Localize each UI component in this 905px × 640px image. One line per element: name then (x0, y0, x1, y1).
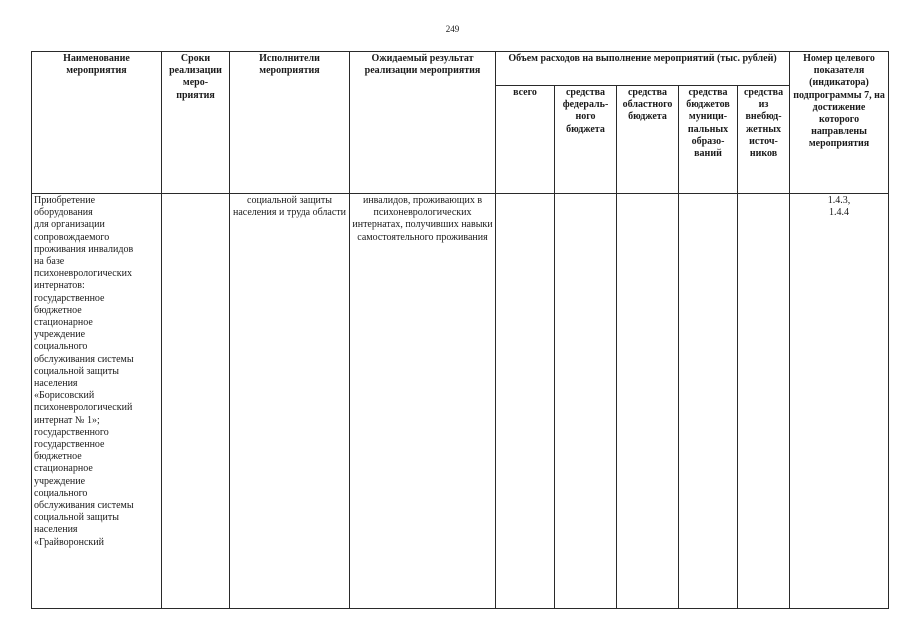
page-number: 249 (445, 24, 460, 34)
header-terms: Сроки реализации меро-приятия (162, 52, 230, 194)
header-indicator: Номер целевого показателя (индикатора) подпрограммы 7, на достижение которого направлены мероприятия (790, 52, 889, 194)
header-expense-municipal: средства бюджетов муници-пальных образо-ваний (679, 86, 738, 194)
header-expense-regional: средства областного бюджета (617, 86, 679, 194)
cell-name: Приобретение оборудования для организации сопровождаемого проживания инвалидов на базе психоневрологических интернатов: государственное бюджетное стационарное учреждение социального обслуживания системы социальной защиты населения «Борисовский психоневрологический интернат № 1»; государственного государственное бюджетное стационарное учреждение социального обслуживания системы социальной защиты населения «Грайворонский (32, 194, 162, 609)
header-executors: Исполнители мероприятия (230, 52, 350, 194)
table-row (32, 194, 889, 609)
header-expense-federal: средства федераль-ного бюджета (555, 86, 617, 194)
cell-expense-municipal (679, 194, 738, 609)
cell-expense-federal (555, 194, 617, 609)
activities-table (31, 51, 889, 609)
cell-result: инвалидов, проживающих в психоневрологических интернатах, получивших навыки самостоятельного проживания (350, 194, 496, 609)
cell-expense-regional (617, 194, 679, 609)
cell-executors: социальной защиты населения и труда области (230, 194, 350, 609)
header-name: Наименование мероприятия (32, 52, 162, 194)
cell-expense-extrabudget (738, 194, 790, 609)
cell-expense-total (496, 194, 555, 609)
header-expenses-group: Объем расходов на выполнение мероприятий (тыс. рублей) (496, 52, 790, 86)
header-result: Ожидаемый результат реализации мероприятия (350, 52, 496, 194)
header-expense-extrabudget: средства из внебюд-жетных источ-ников (738, 86, 790, 194)
cell-indicator: 1.4.3, 1.4.4 (790, 194, 889, 609)
cell-terms (162, 194, 230, 609)
header-expense-total: всего (496, 86, 555, 194)
